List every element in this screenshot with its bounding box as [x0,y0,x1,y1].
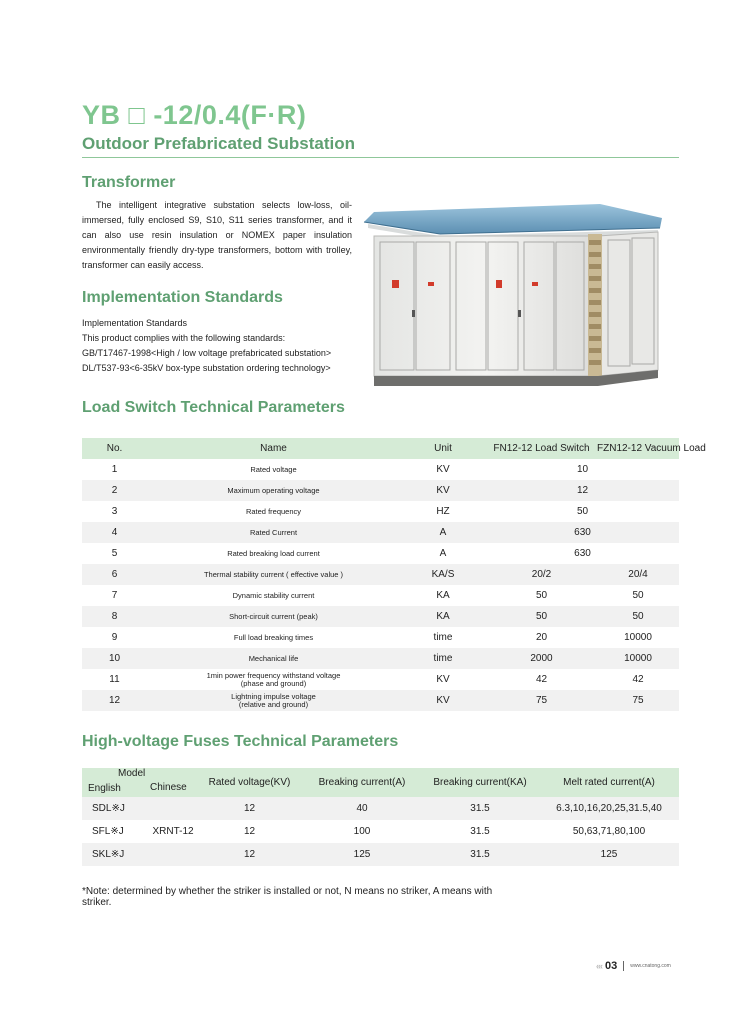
standards-body [82,316,372,376]
cell-fn12: 42 [535,674,548,685]
table-row [82,820,679,843]
column-header: Breaking current(A) [303,768,421,797]
column-header: FN12-12 Load Switch [486,438,597,459]
cell-english: SFL※J [92,826,124,837]
cell-unit: KV [436,674,450,685]
cell-unit: KV [400,480,486,501]
fuses-heading: High-voltage Fuses Technical Parameters [82,733,399,750]
cell-fzn12: 50 [597,606,679,627]
chevron-left-icon: ‹‹‹ [596,961,602,971]
cell-breaking-ka: 31.5 [470,826,490,837]
cell-name: Full load breaking times [233,632,314,642]
cell-name-line: 1min power frequency withstand voltage [206,670,341,680]
cell-melt: 50,63,71,80,100 [572,826,646,837]
cell-name: Thermal stability current ( effective value ) [147,564,400,585]
column-header: Rated voltage(KV) [196,768,303,797]
table-row [82,627,679,648]
table-row [82,648,679,669]
cell-melt: 125 [539,843,679,866]
load-switch-table [82,438,706,711]
footnote: *Note: determined by whether the striker is installed or not, N means no striker, A means with striker. [82,886,493,908]
cell-fzn12: 10000 [597,648,679,669]
cell-fzn12: 75 [597,690,679,711]
cell-unit: KA [436,590,450,601]
cell-fn12: 20 [535,632,548,643]
cell-name [147,690,400,711]
cell-fzn12: 50 [632,590,644,601]
cell-name: Maximum operating voltage [147,480,400,501]
cell-unit: KA [400,606,486,627]
cell-value-merged: 12 [486,480,679,501]
cell-unit: KA/S [400,564,486,585]
column-header: Melt rated current(A) [539,768,679,797]
website-url: www.cnatong.com [630,963,671,969]
table-row [82,522,679,543]
table-header-row [82,438,679,459]
cell-unit: time [400,648,486,669]
cell-no: 11 [109,674,120,685]
column-header: Unit [400,438,486,459]
cell-breaking-a: 100 [353,826,371,837]
page-number: 03 [605,960,618,972]
table-row [82,501,679,522]
table-row [82,843,679,866]
cell-name: Rated voltage [250,464,297,474]
load-switch-heading: Load Switch Technical Parameters [82,399,345,416]
page-title: YB □ -12/0.4(F·R) [82,100,307,130]
chinese-label: Chinese [150,782,187,793]
standards-line: GB/T17467-1998<High / low voltage prefabricated substation> [82,348,332,358]
cell-unit: KV [400,690,486,711]
cell-fn12: 75 [486,690,597,711]
standards-heading: Implementation Standards [82,289,283,306]
cell-english: SKL※J [92,849,125,860]
column-header: Name [147,438,400,459]
cell-unit: A [439,548,447,559]
cell-breaking-ka: 31.5 [421,843,539,866]
cell-no: 1 [111,464,118,475]
substation-illustration [360,200,664,390]
cell-name-line: (phase and ground) [240,678,307,688]
cell-fn12: 20/2 [486,564,597,585]
cell-fn12: 2000 [486,648,597,669]
table-row [82,459,679,480]
cell-no: 7 [111,590,118,601]
cell-no: 8 [82,606,147,627]
transformer-heading: Transformer [82,174,176,191]
standards-line: Implementation Standards [82,318,188,328]
cell-value-merged: 10 [576,464,589,475]
page-footer [596,960,671,972]
cell-rated-voltage: 12 [196,843,303,866]
table-row [82,564,679,585]
cell-value-merged: 630 [486,522,679,543]
table-row [82,543,679,564]
cell-no: 10 [82,648,147,669]
title-divider [82,157,679,158]
cell-rated-voltage: 12 [196,797,303,820]
cell-fzn12: 20/4 [597,564,679,585]
cell-rated-voltage: 12 [243,826,256,837]
cell-melt: 6.3,10,16,20,25,31.5,40 [539,797,679,820]
cell-name-line: (relative and ground) [238,699,309,709]
cell-no: 3 [111,506,118,517]
cell-value-merged: 630 [574,548,591,559]
cell-breaking-a: 125 [303,843,421,866]
cell-model [82,843,196,866]
table-row [82,797,679,820]
cell-name: Short-circuit current (peak) [147,606,400,627]
substation-image [360,200,664,390]
table-row [82,585,679,606]
cell-fn12: 50 [535,590,548,601]
cell-no: 6 [82,564,147,585]
footer-divider [623,961,624,971]
cell-no: 12 [82,690,147,711]
transformer-description: The intelligent integrative substation selects low-loss, oil-immersed, fully enclosed S9, S10, S11 series transformer, and it can also use resin insulation or NOMEX paper insulation environmentally friendly dry-type transformers, bottom with trolley, transformer can easily access. [82,200,352,270]
page-subtitle: Outdoor Prefabricated Substation [82,134,355,153]
cell-name: Rated breaking load current [227,548,320,558]
cell-unit: KV [436,464,450,475]
table-row [82,606,679,627]
cell-breaking-ka: 31.5 [421,797,539,820]
cell-english: SDL※J [92,803,125,814]
model-label: Model [118,768,146,779]
cell-no: 4 [82,522,147,543]
table-row [82,690,679,711]
cell-name: Dynamic stability current [232,590,315,600]
cell-chinese: XRNT-12 [152,826,194,837]
cell-model [82,820,196,843]
column-header: Breaking current(KA) [421,768,539,797]
column-header: FZN12-12 Vacuum Load [597,438,679,459]
standards-line: This product complies with the following standards: [82,333,286,343]
cell-value-merged: 50 [576,506,589,517]
standards-line: DL/T537-93<6-35kV box-type substation ordering technology> [82,363,331,373]
english-label: English [88,783,121,794]
cell-model [82,797,196,820]
cell-fzn12: 10000 [624,632,652,643]
table-row [82,669,679,690]
cell-unit: A [400,522,486,543]
fuses-table [82,768,679,866]
table-row [82,480,679,501]
cell-unit: HZ [436,506,450,517]
cell-no: 2 [82,480,147,501]
column-header: No. [82,438,147,459]
model-header [82,768,196,797]
cell-breaking-a: 40 [303,797,421,820]
cell-name: Mechanical life [147,648,400,669]
cell-unit: time [433,632,453,643]
cell-fzn12: 42 [632,674,644,685]
table-header-row [82,768,679,797]
cell-name-line: Lightning impulse voltage [231,691,316,701]
cell-no: 5 [111,548,118,559]
cell-name [147,669,400,690]
cell-fn12: 50 [486,606,597,627]
cell-name: Rated Current [147,522,400,543]
cell-name: Rated frequency [245,506,302,516]
cell-no: 9 [111,632,118,643]
